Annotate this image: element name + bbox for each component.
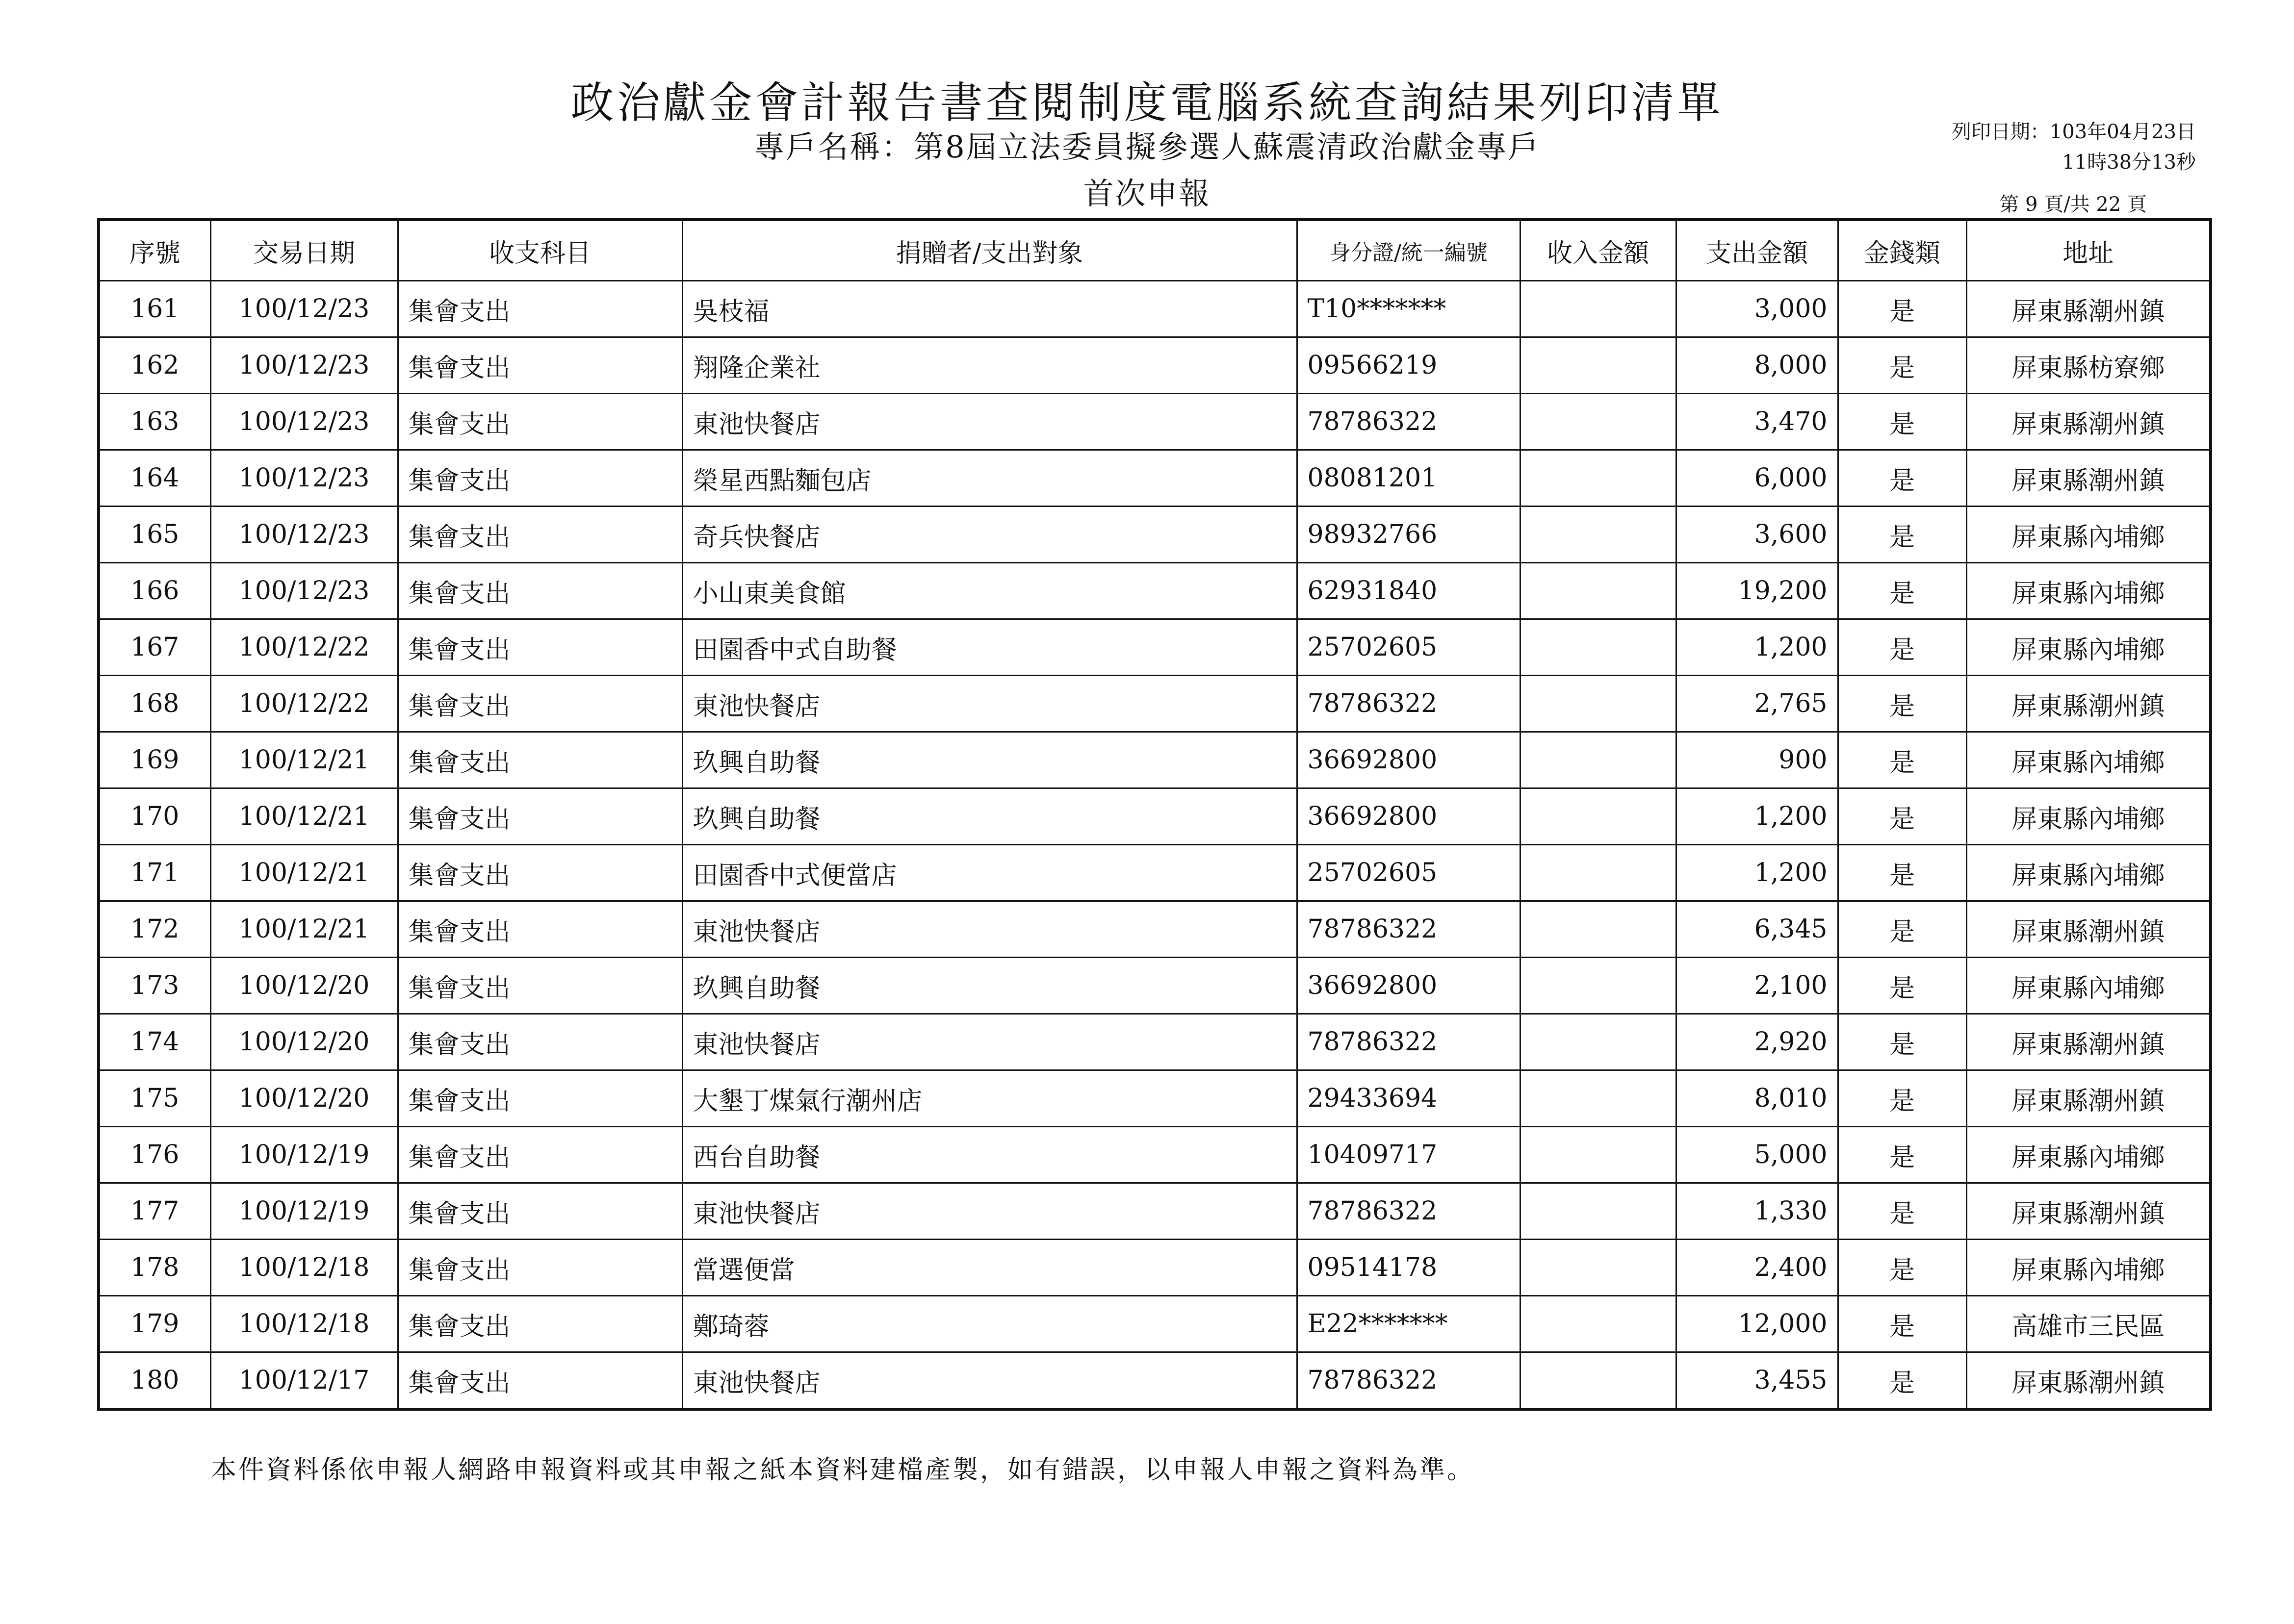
- row-number: 180: [99, 1352, 210, 1410]
- category: 集會支出: [398, 845, 682, 901]
- expense-amount: 3,455: [1676, 1352, 1838, 1410]
- party: 翔隆企業社: [682, 337, 1297, 394]
- row-number: 176: [99, 1127, 210, 1183]
- income-amount: [1520, 1070, 1676, 1127]
- address: 屏東縣枋寮鄉: [1966, 337, 2211, 394]
- table-row: [99, 676, 2211, 732]
- row-number: 172: [99, 901, 210, 958]
- address: 高雄市三民區: [1966, 1296, 2211, 1352]
- id-number: 25702605: [1297, 619, 1520, 676]
- category: 集會支出: [398, 394, 682, 450]
- category: 集會支出: [398, 1127, 682, 1183]
- cash-flag: 是: [1838, 1070, 1966, 1127]
- id-number: 25702605: [1297, 845, 1520, 901]
- expense-amount: 2,400: [1676, 1240, 1838, 1296]
- transaction-date: 100/12/20: [210, 1014, 398, 1070]
- ledger-table: [97, 218, 2212, 1411]
- transaction-date: 100/12/23: [210, 563, 398, 619]
- row-number: 163: [99, 394, 210, 450]
- row-number: 174: [99, 1014, 210, 1070]
- address: 屏東縣潮州鎮: [1966, 1352, 2211, 1410]
- cash-flag: 是: [1838, 1240, 1966, 1296]
- id-number: E22*******: [1297, 1296, 1520, 1352]
- document-title: 政治獻金會計報告書查閱制度電腦系統查詢結果列印清單: [570, 77, 1724, 128]
- id-number: 78786322: [1297, 394, 1520, 450]
- income-amount: [1520, 732, 1676, 788]
- cash-flag: 是: [1838, 1183, 1966, 1240]
- expense-amount: 3,000: [1676, 281, 1838, 337]
- cash-flag: 是: [1838, 901, 1966, 958]
- column-header: 支出金額: [1676, 220, 1838, 281]
- address: 屏東縣潮州鎮: [1966, 676, 2211, 732]
- party: 田園香中式便當店: [682, 845, 1297, 901]
- party: 東池快餐店: [682, 1352, 1297, 1410]
- cash-flag: 是: [1838, 958, 1966, 1014]
- account-name: 專戶名稱：第8屆立法委員擬參選人蘇震清政治獻金專戶: [754, 129, 1540, 165]
- transaction-date: 100/12/21: [210, 845, 398, 901]
- income-amount: [1520, 1352, 1676, 1410]
- category: 集會支出: [398, 1352, 682, 1410]
- row-number: 162: [99, 337, 210, 394]
- expense-amount: 8,000: [1676, 337, 1838, 394]
- id-number: 29433694: [1297, 1070, 1520, 1127]
- table-header-row: [99, 220, 2211, 281]
- party: 奇兵快餐店: [682, 507, 1297, 563]
- expense-amount: 1,200: [1676, 788, 1838, 845]
- table-row: [99, 1296, 2211, 1352]
- cash-flag: 是: [1838, 450, 1966, 507]
- cash-flag: 是: [1838, 394, 1966, 450]
- category: 集會支出: [398, 507, 682, 563]
- address: 屏東縣內埔鄉: [1966, 1240, 2211, 1296]
- income-amount: [1520, 337, 1676, 394]
- party: 東池快餐店: [682, 1014, 1297, 1070]
- category: 集會支出: [398, 337, 682, 394]
- address: 屏東縣潮州鎮: [1966, 901, 2211, 958]
- income-amount: [1520, 619, 1676, 676]
- address: 屏東縣內埔鄉: [1966, 845, 2211, 901]
- party: 東池快餐店: [682, 901, 1297, 958]
- income-amount: [1520, 958, 1676, 1014]
- id-number: 98932766: [1297, 507, 1520, 563]
- id-number: 78786322: [1297, 676, 1520, 732]
- address: 屏東縣內埔鄉: [1966, 563, 2211, 619]
- expense-amount: 5,000: [1676, 1127, 1838, 1183]
- address: 屏東縣內埔鄉: [1966, 507, 2211, 563]
- id-number: 09514178: [1297, 1240, 1520, 1296]
- transaction-date: 100/12/21: [210, 788, 398, 845]
- row-number: 167: [99, 619, 210, 676]
- table-row: [99, 901, 2211, 958]
- party: 當選便當: [682, 1240, 1297, 1296]
- table-row: [99, 394, 2211, 450]
- income-amount: [1520, 563, 1676, 619]
- income-amount: [1520, 1127, 1676, 1183]
- transaction-date: 100/12/20: [210, 958, 398, 1014]
- category: 集會支出: [398, 732, 682, 788]
- row-number: 177: [99, 1183, 210, 1240]
- income-amount: [1520, 394, 1676, 450]
- category: 集會支出: [398, 450, 682, 507]
- party: 東池快餐店: [682, 1183, 1297, 1240]
- id-number: 08081201: [1297, 450, 1520, 507]
- id-number: 78786322: [1297, 1014, 1520, 1070]
- expense-amount: 19,200: [1676, 563, 1838, 619]
- id-number: 10409717: [1297, 1127, 1520, 1183]
- income-amount: [1520, 1014, 1676, 1070]
- expense-amount: 1,200: [1676, 619, 1838, 676]
- column-header: 地址: [1966, 220, 2211, 281]
- party: 大墾丁煤氣行潮州店: [682, 1070, 1297, 1127]
- category: 集會支出: [398, 619, 682, 676]
- expense-amount: 12,000: [1676, 1296, 1838, 1352]
- category: 集會支出: [398, 281, 682, 337]
- transaction-date: 100/12/21: [210, 732, 398, 788]
- transaction-date: 100/12/19: [210, 1127, 398, 1183]
- income-amount: [1520, 1240, 1676, 1296]
- print-info: [1952, 117, 2196, 178]
- address: 屏東縣潮州鎮: [1966, 1070, 2211, 1127]
- category: 集會支出: [398, 1183, 682, 1240]
- page-indicator: 第 9 頁/共 22 頁: [1999, 193, 2147, 216]
- party: 榮星西點麵包店: [682, 450, 1297, 507]
- transaction-date: 100/12/18: [210, 1296, 398, 1352]
- table-row: [99, 619, 2211, 676]
- party: 玖興自助餐: [682, 958, 1297, 1014]
- row-number: 179: [99, 1296, 210, 1352]
- transaction-date: 100/12/21: [210, 901, 398, 958]
- income-amount: [1520, 507, 1676, 563]
- party: 玖興自助餐: [682, 732, 1297, 788]
- transaction-date: 100/12/18: [210, 1240, 398, 1296]
- cash-flag: 是: [1838, 1127, 1966, 1183]
- transaction-date: 100/12/23: [210, 337, 398, 394]
- income-amount: [1520, 788, 1676, 845]
- column-header: 收入金額: [1520, 220, 1676, 281]
- cash-flag: 是: [1838, 281, 1966, 337]
- id-number: 09566219: [1297, 337, 1520, 394]
- table-row: [99, 958, 2211, 1014]
- category: 集會支出: [398, 1014, 682, 1070]
- row-number: 173: [99, 958, 210, 1014]
- table-body: [99, 281, 2211, 1410]
- cash-flag: 是: [1838, 676, 1966, 732]
- party: 田園香中式自助餐: [682, 619, 1297, 676]
- address: 屏東縣潮州鎮: [1966, 450, 2211, 507]
- cash-flag: 是: [1838, 507, 1966, 563]
- address: 屏東縣內埔鄉: [1966, 1127, 2211, 1183]
- id-number: 78786322: [1297, 901, 1520, 958]
- income-amount: [1520, 901, 1676, 958]
- disclaimer-note: 本件資料係依申報人網路申報資料或其申報之紙本資料建檔產製，如有錯誤，以申報人申報之資料為準。: [211, 1455, 1475, 1485]
- transaction-date: 100/12/23: [210, 507, 398, 563]
- expense-amount: 6,000: [1676, 450, 1838, 507]
- address: 屏東縣潮州鎮: [1966, 281, 2211, 337]
- transaction-date: 100/12/23: [210, 394, 398, 450]
- expense-amount: 2,100: [1676, 958, 1838, 1014]
- address: 屏東縣內埔鄉: [1966, 619, 2211, 676]
- party: 東池快餐店: [682, 676, 1297, 732]
- column-header: 捐贈者/支出對象: [682, 220, 1297, 281]
- expense-amount: 8,010: [1676, 1070, 1838, 1127]
- row-number: 169: [99, 732, 210, 788]
- table-row: [99, 1240, 2211, 1296]
- transaction-date: 100/12/22: [210, 619, 398, 676]
- transaction-date: 100/12/17: [210, 1352, 398, 1410]
- row-number: 178: [99, 1240, 210, 1296]
- print-time: 11時38分13秒: [2062, 151, 2196, 174]
- category: 集會支出: [398, 676, 682, 732]
- id-number: 78786322: [1297, 1352, 1520, 1410]
- party: 西台自助餐: [682, 1127, 1297, 1183]
- expense-amount: 6,345: [1676, 901, 1838, 958]
- cash-flag: 是: [1838, 1352, 1966, 1410]
- transaction-date: 100/12/20: [210, 1070, 398, 1127]
- party: 吳枝福: [682, 281, 1297, 337]
- id-number: T10*******: [1297, 281, 1520, 337]
- cash-flag: 是: [1838, 1296, 1966, 1352]
- table-row: [99, 1127, 2211, 1183]
- party: 東池快餐店: [682, 394, 1297, 450]
- transaction-date: 100/12/22: [210, 676, 398, 732]
- income-amount: [1520, 845, 1676, 901]
- transaction-date: 100/12/19: [210, 1183, 398, 1240]
- column-header: 金錢類: [1838, 220, 1966, 281]
- table-row: [99, 1014, 2211, 1070]
- id-number: 62931840: [1297, 563, 1520, 619]
- row-number: 170: [99, 788, 210, 845]
- party: 小山東美食館: [682, 563, 1297, 619]
- expense-amount: 3,600: [1676, 507, 1838, 563]
- category: 集會支出: [398, 958, 682, 1014]
- table-row: [99, 788, 2211, 845]
- column-header: 交易日期: [210, 220, 398, 281]
- id-number: 36692800: [1297, 958, 1520, 1014]
- address: 屏東縣內埔鄉: [1966, 732, 2211, 788]
- table-row: [99, 337, 2211, 394]
- column-header: 收支科目: [398, 220, 682, 281]
- table-row: [99, 845, 2211, 901]
- party: 玖興自助餐: [682, 788, 1297, 845]
- category: 集會支出: [398, 563, 682, 619]
- row-number: 166: [99, 563, 210, 619]
- category: 集會支出: [398, 901, 682, 958]
- column-header: 序號: [99, 220, 210, 281]
- income-amount: [1520, 450, 1676, 507]
- table-row: [99, 450, 2211, 507]
- table-row: [99, 1352, 2211, 1410]
- income-amount: [1520, 676, 1676, 732]
- category: 集會支出: [398, 788, 682, 845]
- table-row: [99, 507, 2211, 563]
- cash-flag: 是: [1838, 732, 1966, 788]
- print-date: 列印日期：103年04月23日: [1951, 121, 2196, 143]
- id-number: 78786322: [1297, 1183, 1520, 1240]
- transaction-date: 100/12/23: [210, 281, 398, 337]
- table-row: [99, 563, 2211, 619]
- id-number: 36692800: [1297, 788, 1520, 845]
- row-number: 165: [99, 507, 210, 563]
- cash-flag: 是: [1838, 788, 1966, 845]
- cash-flag: 是: [1838, 619, 1966, 676]
- address: 屏東縣潮州鎮: [1966, 394, 2211, 450]
- expense-amount: 2,765: [1676, 676, 1838, 732]
- address: 屏東縣內埔鄉: [1966, 788, 2211, 845]
- row-number: 168: [99, 676, 210, 732]
- cash-flag: 是: [1838, 563, 1966, 619]
- income-amount: [1520, 1296, 1676, 1352]
- expense-amount: 1,330: [1676, 1183, 1838, 1240]
- address: 屏東縣潮州鎮: [1966, 1014, 2211, 1070]
- report-type: 首次申報: [1083, 176, 1211, 211]
- expense-amount: 900: [1676, 732, 1838, 788]
- row-number: 161: [99, 281, 210, 337]
- id-number: 36692800: [1297, 732, 1520, 788]
- category: 集會支出: [398, 1240, 682, 1296]
- row-number: 175: [99, 1070, 210, 1127]
- transaction-date: 100/12/23: [210, 450, 398, 507]
- cash-flag: 是: [1838, 845, 1966, 901]
- address: 屏東縣潮州鎮: [1966, 1183, 2211, 1240]
- column-header: 身分證/統一編號: [1297, 220, 1520, 281]
- table-row: [99, 1183, 2211, 1240]
- expense-amount: 2,920: [1676, 1014, 1838, 1070]
- row-number: 171: [99, 845, 210, 901]
- table-row: [99, 732, 2211, 788]
- income-amount: [1520, 281, 1676, 337]
- expense-amount: 3,470: [1676, 394, 1838, 450]
- cash-flag: 是: [1838, 1014, 1966, 1070]
- category: 集會支出: [398, 1296, 682, 1352]
- table-row: [99, 1070, 2211, 1127]
- row-number: 164: [99, 450, 210, 507]
- party: 鄭琦蓉: [682, 1296, 1297, 1352]
- income-amount: [1520, 1183, 1676, 1240]
- address: 屏東縣內埔鄉: [1966, 958, 2211, 1014]
- table-row: [99, 281, 2211, 337]
- expense-amount: 1,200: [1676, 845, 1838, 901]
- cash-flag: 是: [1838, 337, 1966, 394]
- category: 集會支出: [398, 1070, 682, 1127]
